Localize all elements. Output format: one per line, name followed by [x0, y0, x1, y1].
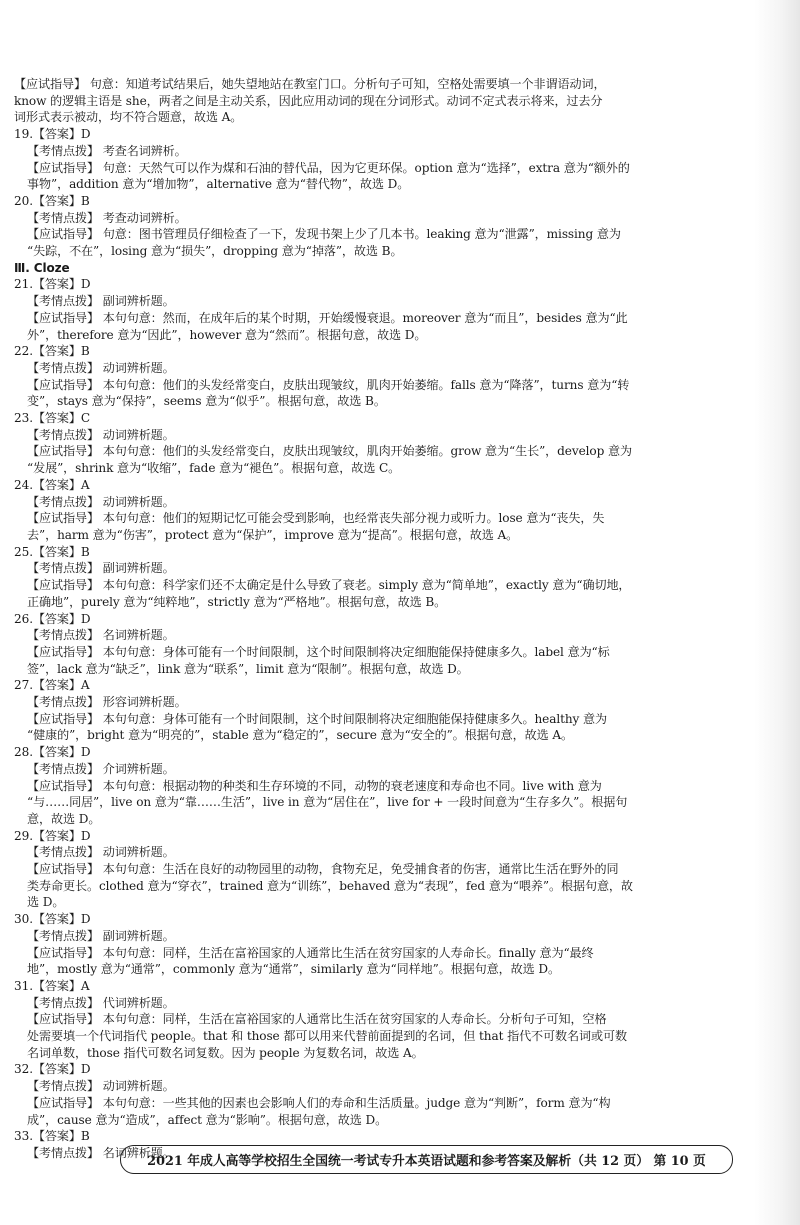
- question-number: 25.【答案】B: [14, 544, 90, 559]
- exam-point: 【考情点拨】 考查动词辨析。: [27, 210, 187, 225]
- exam-point: 【考情点拨】 名词辨析题。: [27, 628, 175, 643]
- exam-point: 【考情点拨】 形容词辨析题。: [27, 695, 187, 710]
- guidance: 【应试指导】 本句句意：科学家们还不太确定是什么导致了衰老。simply 意为“简单地”，exactly 意为“确切地，: [27, 578, 631, 593]
- text-line: 正确地”，purely 意为“纯粹地”，strictly 意为“严格地”。根据句意，故选 B。: [27, 594, 447, 609]
- question-number: 20.【答案】B: [14, 193, 90, 208]
- text-line: “失踪，不在”，losing 意为“损失”，dropping 意为“掉落”，故选 B。: [27, 244, 403, 259]
- exam-point: 【考情点拨】 动词辨析题。: [27, 1079, 175, 1094]
- text-line: 处需要填一个代词指代 people。that 和 those 都可以用来代替前面提到的名词，但 that 指代不可数名词或可数: [27, 1029, 628, 1044]
- guidance: 【应试指导】 句意：图书管理员仔细检查了一下，发现书架上少了几本书。leaking 意为“泄露”，missing 意为: [27, 227, 621, 242]
- question-number: 33.【答案】B: [14, 1129, 90, 1144]
- text-line: 【应试指导】 句意：知道考试结果后，她失望地站在教室门口。分析句子可知，空格处需要填一个非谓语动词，: [14, 77, 606, 91]
- question-number: 30.【答案】D: [14, 912, 91, 927]
- exam-point: 【考情点拨】 副词辨析题。: [27, 928, 175, 943]
- guidance: 【应试指导】 本句句意：一些其他的因素也会影响人们的寿命和生活质量。judge 意为“判断”，form 意为“构: [27, 1095, 611, 1110]
- guidance: 【应试指导】 本句句意：生活在良好的动物园里的动物，食物充足，免受捕食者的伤害，通常比生活在野外的同: [27, 862, 619, 877]
- exam-point: 【考情点拨】 介词辨析题。: [27, 761, 175, 776]
- exam-point: 【考情点拨】 动词辨析题。: [27, 845, 175, 860]
- question-number: 28.【答案】D: [14, 745, 91, 760]
- text-line: “发展”，shrink 意为“收缩”，fade 意为“褪色”。根据句意，故选 C。: [27, 461, 401, 476]
- guidance: 【应试指导】 本句句意：根据动物的种类和生存环境的不同，动物的衰老速度和寿命也不同。live with 意为: [27, 778, 602, 793]
- question-number: 27.【答案】A: [14, 678, 90, 693]
- page-footer: [120, 1145, 733, 1174]
- text-line: 成”，cause 意为“造成”，affect 意为“影响”。根据句意，故选 D。: [27, 1112, 388, 1127]
- text-line: 事物”，addition 意为“增加物”，alternative 意为“替代物”，故选 D。: [27, 177, 410, 192]
- question-number: 21.【答案】D: [14, 277, 91, 292]
- guidance: 【应试指导】 本句句意：他们的头发经常变白，皮肤出现皱纹，肌肉开始萎缩。falls 意为“降落”，turns 意为“转: [27, 377, 630, 392]
- page-edge-shadow: [754, 0, 800, 1225]
- guidance: 【应试指导】 本句句意：他们的头发经常变白，皮肤出现皱纹，肌肉开始萎缩。grow 意为“生长”，develop 意为: [27, 444, 632, 459]
- text-line: know 的逻辑主语是 she，两者之间是主动关系，因此应用动词的现在分词形式。动词不定式表示将来，过去分: [14, 93, 603, 108]
- text-line: 选 D。: [27, 895, 65, 910]
- text-line: “与……同居”，live on 意为“靠……生活”，live in 意为“居住在”，live for + 一段时间意为“生存多久”。根据句: [27, 795, 628, 810]
- exam-point: 【考情点拨】 动词辨析题。: [27, 427, 175, 442]
- question-number: 32.【答案】D: [14, 1062, 91, 1077]
- section-heading: Ⅲ. Cloze: [14, 260, 70, 275]
- answer-explanations: [14, 76, 730, 1162]
- guidance: 【应试指导】 本句句意：身体可能有一个时间限制，这个时间限制将决定细胞能保持健康多久。label 意为“标: [27, 644, 610, 659]
- exam-point: 【考情点拨】 考查名词辨析。: [27, 143, 187, 158]
- text-line: 词形式表示被动，均不符合题意，故选 A。: [14, 110, 243, 125]
- question-number: 23.【答案】C: [14, 411, 91, 426]
- question-number: 19.【答案】D: [14, 127, 91, 142]
- question-number: 31.【答案】A: [14, 978, 90, 993]
- question-number: 29.【答案】D: [14, 828, 91, 843]
- question-number: 22.【答案】B: [14, 344, 90, 359]
- guidance: 【应试指导】 本句句意：同样，生活在富裕国家的人通常比生活在贫穷国家的人寿命长。finally 意为“最终: [27, 945, 594, 960]
- text-line: 签”，lack 意为“缺乏”，link 意为“联系”，limit 意为“限制”。根据句意，故选 D。: [27, 661, 469, 676]
- text-line: 意，故选 D。: [27, 811, 101, 826]
- guidance: 【应试指导】 本句句意：他们的短期记忆可能会受到影响，也经常丧失部分视力或听力。lose 意为“丧失，失: [27, 511, 605, 526]
- text-line: “健康的”，bright 意为“明亮的”，stable 意为“稳定的”，secure 意为“安全的”。根据句意，故选 A。: [27, 728, 573, 743]
- exam-point: 【考情点拨】 动词辨析题。: [27, 494, 175, 509]
- exam-point: 【考情点拨】 副词辨析题。: [27, 561, 175, 576]
- text-line: 地”，mostly 意为“通常”，commonly 意为“通常”，similarly 意为“同样地”。根据句意，故选 D。: [27, 962, 560, 977]
- question-number: 26.【答案】D: [14, 611, 91, 626]
- exam-point: 【考情点拨】 名词辨析题。: [27, 1146, 175, 1160]
- text-line: 变”，stays 意为“保持”，seems 意为“似乎”。根据句意，故选 B。: [27, 394, 386, 409]
- text-line: 类寿命更长。clothed 意为“穿衣”，trained 意为“训练”，behaved 意为“表现”，fed 意为“喂养”。根据句意，故: [27, 878, 633, 893]
- text-line: 名词单数，those 指代可数名词复数。因为 people 为复数名词，故选 A。: [27, 1045, 424, 1060]
- guidance: 【应试指导】 本句句意：然而，在成年后的某个时期，开始缓慢衰退。moreover 意为“而且”，besides 意为“此: [27, 310, 628, 325]
- guidance: 【应试指导】 本句句意：同样，生活在富裕国家的人通常比生活在贫穷国家的人寿命长。分析句子可知，空格: [27, 1012, 607, 1027]
- guidance: 【应试指导】 句意：天然气可以作为煤和石油的替代品，因为它更环保。option 意为“选择”，extra 意为“额外的: [27, 160, 630, 175]
- guidance: 【应试指导】 本句句意：身体可能有一个时间限制，这个时间限制将决定细胞能保持健康多久。healthy 意为: [27, 711, 608, 726]
- text-line: 去”，harm 意为“伤害”，protect 意为“保护”，improve 意为“提高”。根据句意，故选 A。: [27, 527, 519, 542]
- exam-point: 【考情点拨】 副词辨析题。: [27, 294, 175, 309]
- exam-point: 【考情点拨】 代词辨析题。: [27, 995, 175, 1010]
- question-number: 24.【答案】A: [14, 477, 90, 492]
- text-line: 外”，therefore 意为“因此”，however 意为“然而”。根据句意，故选 D。: [27, 327, 427, 342]
- footer-text: 2021 年成人高等学校招生全国统一考试专升本英语试题和参考答案及解析（共 12 页） 第 10 页: [147, 1154, 706, 1169]
- exam-point: 【考情点拨】 动词辨析题。: [27, 360, 175, 375]
